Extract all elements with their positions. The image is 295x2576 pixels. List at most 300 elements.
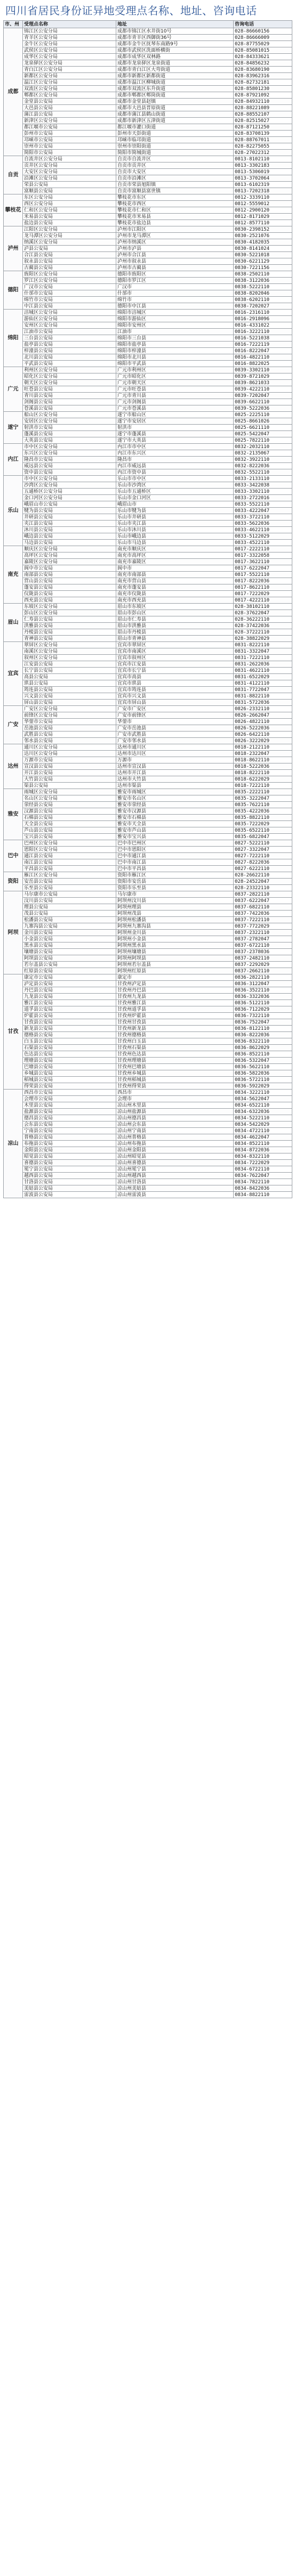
phone-cell: 0836-5622110 <box>234 1064 292 1070</box>
table-row <box>4 214 292 220</box>
phone-cell: 0837-2822110 <box>234 891 292 898</box>
phone-cell: 0832-8222036 <box>234 463 292 469</box>
address-cell: 雅安市名山区 <box>116 795 234 802</box>
phone-cell: 0839-8621033 <box>234 380 292 386</box>
address-cell: 攀枝花市西区 <box>116 201 234 207</box>
address-cell: 内江市威远县 <box>116 463 234 469</box>
phone-cell: 028-36222110 <box>234 616 292 623</box>
address-cell: 南充市西充县 <box>116 597 234 604</box>
office-name-cell: 龙泉驿区公安分局 <box>23 60 116 67</box>
office-name-cell: 威远县公安局 <box>23 463 116 469</box>
phone-cell: 0839-8721029 <box>234 373 292 380</box>
table-row <box>4 124 292 131</box>
table-row <box>4 1109 292 1115</box>
address-cell: 内江市市中区 <box>116 444 234 450</box>
address-cell: 资阳市乐至县 <box>116 885 234 891</box>
table-row <box>4 501 292 508</box>
office-name-cell: 剑阁县公安局 <box>23 399 116 405</box>
phone-cell: 0839-7202047 <box>234 393 292 399</box>
office-name-cell: 青羊区公安分局 <box>23 35 116 41</box>
office-name-cell: 沐川县公安局 <box>23 527 116 533</box>
office-name-cell: 安居区公安分局 <box>23 418 116 425</box>
office-name-cell: 合江县公安局 <box>23 252 116 258</box>
phone-cell: 0834-8722036 <box>234 1147 292 1153</box>
office-name-cell: 汉源县公安局 <box>23 808 116 815</box>
phone-cell: 0833-5122029 <box>234 533 292 540</box>
office-name-cell: 甘洛县公安局 <box>23 1179 116 1185</box>
table-row <box>4 162 292 169</box>
table-row <box>4 469 292 476</box>
office-name-cell: 资中县公安局 <box>23 469 116 476</box>
table-row <box>4 789 292 795</box>
phone-cell: 0830-5221018 <box>234 252 292 258</box>
office-name-cell: 红原县公安局 <box>23 968 116 974</box>
table-row <box>4 866 292 872</box>
table-row <box>4 437 292 444</box>
address-cell: 成都市温江区柳城街道 <box>116 79 234 86</box>
phone-cell: 028-82515027 <box>234 118 292 124</box>
office-name-cell: 盐亭县公安局 <box>23 342 116 348</box>
phone-cell: 0818-2322047 <box>234 751 292 757</box>
phone-cell: 0817-7222029 <box>234 591 292 597</box>
phone-cell: 028-88221089 <box>234 105 292 111</box>
office-name-cell: 顺庆区公安分局 <box>23 546 116 552</box>
address-cell: 绵阳市安州区 <box>116 322 234 329</box>
address-cell: 凉山州金阳县 <box>116 1147 234 1153</box>
table-row <box>4 393 292 399</box>
table-row <box>4 156 292 162</box>
phone-cell: 0830-4182035 <box>234 239 292 246</box>
table-row <box>4 207 292 214</box>
office-name-cell: 康定市公安局 <box>23 974 116 981</box>
address-cell: 乐山市峨边县 <box>116 533 234 540</box>
table-row <box>4 732 292 738</box>
office-name-cell: 木里县公安局 <box>23 1102 116 1109</box>
table-row <box>4 489 292 495</box>
office-name-cell: 荥经县公安局 <box>23 802 116 808</box>
table-row <box>4 1153 292 1160</box>
phone-cell: 0818-7222110 <box>234 783 292 789</box>
office-name-cell: 阿坝县公安局 <box>23 955 116 962</box>
office-name-cell: 越西县公安局 <box>23 1173 116 1179</box>
office-name-cell: 德格县公安局 <box>23 1032 116 1038</box>
address-cell: 达州市达川区 <box>116 751 234 757</box>
table-row <box>4 60 292 67</box>
table-row <box>4 591 292 597</box>
table-row <box>4 310 292 316</box>
address-cell: 彭州市天彭街道 <box>116 131 234 137</box>
phone-cell: 0835-7222029 <box>234 821 292 827</box>
phone-cell: 0834-7622047 <box>234 1173 292 1179</box>
office-name-cell: 小金县公安局 <box>23 936 116 942</box>
table-row <box>4 1179 292 1185</box>
address-cell: 成都市新津区五津街道 <box>116 118 234 124</box>
address-cell: 甘孜州道孚县 <box>116 1006 234 1013</box>
office-name-cell: 温江区公安分局 <box>23 79 116 86</box>
table-row <box>4 847 292 853</box>
office-name-cell: 江阳区公安分局 <box>23 226 116 233</box>
phone-cell: 0839-6622110 <box>234 399 292 405</box>
address-cell: 达州市宣汉县 <box>116 763 234 770</box>
office-name-cell: 叙州区公安分局 <box>23 655 116 661</box>
table-row <box>4 342 292 348</box>
table-row <box>4 41 292 47</box>
office-name-cell: 南江县公安局 <box>23 859 116 866</box>
phone-cell: 0834-8522110 <box>234 1141 292 1147</box>
office-name-cell: 渠县公安局 <box>23 783 116 789</box>
phone-cell: 0834-4722110 <box>234 1128 292 1134</box>
table-row <box>4 457 292 463</box>
phone-cell: 028-85801230 <box>234 86 292 92</box>
address-cell: 成都市青羊区西御街36号 <box>116 35 234 41</box>
table-row <box>4 680 292 687</box>
address-cell: 成都市成华区双林路 <box>116 54 234 60</box>
office-name-cell: 得荣县公安局 <box>23 1083 116 1090</box>
office-name-cell: 前锋区公安分局 <box>23 712 116 719</box>
office-name-cell: 白玉县公安局 <box>23 1038 116 1045</box>
phone-cell: 0832-2135067 <box>234 450 292 457</box>
address-cell: 阿坝州汶川县 <box>116 898 234 904</box>
address-cell: 眉山市仁寿县 <box>116 616 234 623</box>
address-cell: 凉山州德昌县 <box>116 1115 234 1122</box>
table-row <box>4 546 292 552</box>
address-cell: 西昌市 <box>116 1090 234 1096</box>
office-name-cell: 岳池县公安局 <box>23 725 116 732</box>
table-row <box>4 687 292 693</box>
phone-cell: 0816-4331022 <box>234 322 292 329</box>
city-cell: 宜宾 <box>4 642 23 706</box>
phone-cell: 028-38822029 <box>234 636 292 642</box>
phone-cell: 028-26622110 <box>234 872 292 879</box>
table-row <box>4 763 292 770</box>
table-row <box>4 169 292 175</box>
address-cell: 江油市 <box>116 329 234 335</box>
office-name-cell: 会理市公安局 <box>23 1096 116 1102</box>
office-name-cell: 炉霍县公安局 <box>23 1013 116 1019</box>
office-name-cell: 广汉市公安局 <box>23 284 116 290</box>
office-name-cell: 达川区公安分局 <box>23 751 116 757</box>
office-name-cell: 石渠县公安局 <box>23 1045 116 1051</box>
phone-cell: 0835-2222110 <box>234 789 292 795</box>
table-row <box>4 1058 292 1064</box>
address-cell: 自贡市自流井区 <box>116 156 234 162</box>
table-row <box>4 578 292 584</box>
office-name-cell: 甘孜县公安局 <box>23 1019 116 1026</box>
table-row <box>4 1038 292 1045</box>
phone-cell: 0838-8202046 <box>234 290 292 297</box>
table-row <box>4 776 292 783</box>
table-row <box>4 67 292 73</box>
table-row <box>4 226 292 233</box>
address-cell: 南充市蓬安县 <box>116 584 234 591</box>
office-name-cell: 青川县公安局 <box>23 393 116 399</box>
office-name-cell: 金堂县公安局 <box>23 99 116 105</box>
address-cell: 巴中市南江县 <box>116 859 234 866</box>
phone-cell: 0816-5221038 <box>234 335 292 342</box>
table-row <box>4 367 292 373</box>
table-row <box>4 821 292 827</box>
office-name-cell: 彭州市公安局 <box>23 131 116 137</box>
office-name-cell: 绵竹市公安局 <box>23 297 116 303</box>
address-cell: 自贡市荣县旭阳镇 <box>116 182 234 188</box>
table-row <box>4 495 292 501</box>
phone-cell: 0825-6621110 <box>234 425 292 431</box>
city-cell: 攀枝花 <box>4 194 23 226</box>
office-name-cell: 安州区公安分局 <box>23 322 116 329</box>
address-cell: 资阳市安岳县 <box>116 879 234 885</box>
address-cell: 崇州市崇阳街道 <box>116 143 234 150</box>
phone-cell: 0836-8222036 <box>234 1032 292 1038</box>
address-cell: 阿坝州茂县 <box>116 911 234 917</box>
city-cell: 达州 <box>4 744 23 789</box>
address-cell: 遂宁市船山区 <box>116 412 234 418</box>
phone-cell: 028-87755029 <box>234 41 292 47</box>
table-row <box>4 1026 292 1032</box>
city-cell: 巴中 <box>4 840 23 872</box>
phone-cell: 028-83962316 <box>234 73 292 79</box>
phone-cell: 028-86660156 <box>234 28 292 35</box>
table-row <box>4 412 292 418</box>
address-cell: 甘孜州得荣县 <box>116 1083 234 1090</box>
table-row <box>4 361 292 367</box>
address-cell: 眉山市洪雅县 <box>116 623 234 629</box>
table-row <box>4 770 292 776</box>
phone-cell: 0832-3922110 <box>234 457 292 463</box>
phone-cell: 0836-8322110 <box>234 1038 292 1045</box>
office-name-cell: 武胜县公安局 <box>23 732 116 738</box>
address-cell: 凉山州昭觉县 <box>116 1153 234 1160</box>
table-row <box>4 463 292 469</box>
office-name-cell: 三台县公安局 <box>23 335 116 342</box>
table-row <box>4 265 292 271</box>
office-name-cell: 芦山县公安局 <box>23 827 116 834</box>
phone-cell: 028-37222110 <box>234 629 292 636</box>
phone-cell: 028-84333621 <box>234 54 292 60</box>
header-phone: 咨询电话 <box>234 21 292 28</box>
table-row <box>4 73 292 79</box>
office-name-cell: 犍为县公安局 <box>23 508 116 514</box>
phone-cell: 0836-5822036 <box>234 1070 292 1077</box>
office-name-cell: 松潘县公安局 <box>23 917 116 923</box>
address-cell: 成都市郫都区郫筒街道 <box>116 92 234 99</box>
phone-cell: 0830-6221129 <box>234 258 292 265</box>
phone-cell: 0834-6322036 <box>234 1109 292 1115</box>
address-cell: 乐山市沐川县 <box>116 527 234 533</box>
phone-cell: 0837-6222047 <box>234 898 292 904</box>
phone-cell: 0817-3322058 <box>234 552 292 559</box>
office-name-cell: 隆昌市公安局 <box>23 457 116 463</box>
city-cell: 阿坝 <box>4 891 23 974</box>
table-row <box>4 904 292 911</box>
phone-cell: 0827-7222110 <box>234 853 292 859</box>
phone-cell: 0837-2662110 <box>234 968 292 974</box>
office-name-cell: 游仙区公安分局 <box>23 316 116 322</box>
table-row <box>4 604 292 610</box>
office-name-cell: 邛崃市公安局 <box>23 137 116 143</box>
office-name-cell: 米易县公安局 <box>23 214 116 220</box>
table-row <box>4 514 292 521</box>
address-cell: 阿坝州黑水县 <box>116 942 234 949</box>
address-cell: 绵阳市涪城区 <box>116 310 234 316</box>
table-row <box>4 233 292 239</box>
city-cell: 广安 <box>4 706 23 744</box>
phone-cell: 0827-3322047 <box>234 847 292 853</box>
phone-cell: 0837-7722029 <box>234 923 292 930</box>
phone-cell: 0835-6522110 <box>234 827 292 834</box>
office-name-cell: 富顺县公安局 <box>23 188 116 194</box>
phone-cell: 0826-2332110 <box>234 706 292 712</box>
table-row <box>4 623 292 629</box>
address-cell: 成都市新都区新都街道 <box>116 73 234 79</box>
table-row <box>4 1166 292 1173</box>
address-cell: 成都市金牛区抚琴东南路9号 <box>116 41 234 47</box>
address-cell: 康定市 <box>116 974 234 981</box>
office-name-cell: 昭觉县公安局 <box>23 1153 116 1160</box>
phone-cell: 0837-7422036 <box>234 911 292 917</box>
table-row <box>4 1141 292 1147</box>
phone-cell: 028-37422036 <box>234 623 292 629</box>
address-cell: 宜宾市珙县 <box>116 680 234 687</box>
city-cell: 南充 <box>4 546 23 604</box>
office-name-cell: 涪城区公安分局 <box>23 310 116 316</box>
address-cell: 广安市广安区 <box>116 706 234 712</box>
table-row <box>4 949 292 955</box>
office-name-cell: 沙湾区公安分局 <box>23 482 116 489</box>
table-row <box>4 329 292 335</box>
address-cell: 宜宾市高县 <box>116 674 234 680</box>
office-name-cell: 仪陇县公安局 <box>23 591 116 597</box>
address-cell: 宜宾市南溪区 <box>116 648 234 655</box>
phone-cell: 0831-2622036 <box>234 661 292 668</box>
table-row <box>4 712 292 719</box>
table-row <box>4 399 292 405</box>
document-title: 四川省居民身份证异地受理点名称、地址、咨询电话 <box>5 4 257 17</box>
address-cell: 马尔康市 <box>116 891 234 898</box>
phone-cell: 028-82732181 <box>234 79 292 86</box>
office-name-cell: 什邡市公安局 <box>23 290 116 297</box>
table-row <box>4 425 292 431</box>
phone-cell: 0836-8522110 <box>234 1051 292 1058</box>
address-cell: 宜宾市叙州区 <box>116 655 234 661</box>
office-name-cell: 双流区公安分局 <box>23 86 116 92</box>
city-cell: 德阳 <box>4 271 23 310</box>
address-cell: 甘孜州泸定县 <box>116 981 234 987</box>
phone-cell: 0830-2398152 <box>234 226 292 233</box>
address-cell: 巴中市通江县 <box>116 853 234 859</box>
address-cell: 攀枝花市东区 <box>116 194 234 201</box>
address-cell: 绵阳市盐亭县 <box>116 342 234 348</box>
phone-cell: 0836-3522110 <box>234 987 292 994</box>
address-cell: 泸州市古蔺县 <box>116 265 234 271</box>
office-name-cell: 金川县公安局 <box>23 930 116 936</box>
table-row <box>4 968 292 974</box>
phone-cell: 0831-5722036 <box>234 700 292 706</box>
office-name-cell: 罗江区公安分局 <box>23 278 116 284</box>
address-cell: 绵阳市三台县 <box>116 335 234 342</box>
phone-cell: 0835-8822110 <box>234 815 292 821</box>
table-row <box>4 1070 292 1077</box>
table-row <box>4 99 292 105</box>
address-cell: 广元市利州区 <box>116 367 234 373</box>
address-cell: 宜宾市长宁县 <box>116 668 234 674</box>
office-name-cell: 射洪市公安局 <box>23 425 116 431</box>
address-cell: 南充市仪陇县 <box>116 591 234 597</box>
office-name-cell: 贡井区公安分局 <box>23 162 116 169</box>
phone-cell: 0831-7222110 <box>234 655 292 661</box>
address-cell: 眉山市东坡区 <box>116 604 234 610</box>
table-row <box>4 111 292 118</box>
table-row <box>4 1013 292 1019</box>
table-row <box>4 405 292 412</box>
phone-cell: 0838-7202027 <box>234 303 292 310</box>
phone-cell: 0818-8222110 <box>234 770 292 776</box>
office-name-cell: 宝兴县公安局 <box>23 834 116 840</box>
phone-cell: 0818-6222029 <box>234 776 292 783</box>
table-row <box>4 271 292 278</box>
table-row <box>4 795 292 802</box>
address-cell: 隆昌市 <box>116 457 234 463</box>
phone-cell: 0834-5222110 <box>234 1115 292 1122</box>
table-row <box>4 661 292 668</box>
table-body <box>4 28 292 1198</box>
office-name-cell: 马边县公安局 <box>23 540 116 546</box>
table-row <box>4 284 292 290</box>
address-cell: 雅安市宝兴县 <box>116 834 234 840</box>
table-row <box>4 47 292 54</box>
office-name-cell: 丹棱县公安局 <box>23 629 116 636</box>
table-row <box>4 616 292 623</box>
office-name-cell: 龙马潭区公安分局 <box>23 233 116 239</box>
office-name-cell: 大邑县公安局 <box>23 105 116 111</box>
address-cell: 甘孜州九龙县 <box>116 994 234 1000</box>
table-row <box>4 1096 292 1102</box>
city-cell: 绵阳 <box>4 310 23 367</box>
address-cell: 乐山市井研县 <box>116 514 234 521</box>
office-name-cell: 平昌县公安局 <box>23 866 116 872</box>
phone-cell: 0825-2225110 <box>234 412 292 418</box>
phone-cell: 0816-8222047 <box>234 348 292 354</box>
address-cell: 凉山州美姑县 <box>116 1185 234 1192</box>
phone-cell: 0825-7822110 <box>234 437 292 444</box>
table-row <box>4 1122 292 1128</box>
phone-cell: 028-24522047 <box>234 879 292 885</box>
address-cell: 宜宾市江安县 <box>116 661 234 668</box>
phone-cell: 0834-8322110 <box>234 1153 292 1160</box>
office-name-cell: 乡城县公安局 <box>23 1070 116 1077</box>
office-name-cell: 新龙县公安局 <box>23 1026 116 1032</box>
phone-cell: 0836-7522047 <box>234 1019 292 1026</box>
registration-table <box>3 20 292 1198</box>
phone-cell: 0816-7222119 <box>234 342 292 348</box>
phone-cell: 0832-5522110 <box>234 469 292 476</box>
table-row <box>4 930 292 936</box>
address-cell: 成都市青白江区大弯街道 <box>116 67 234 73</box>
phone-cell: 0834-3222110 <box>234 1090 292 1096</box>
phone-cell: 0836-2822110 <box>234 974 292 981</box>
office-name-cell: 东兴区公安分局 <box>23 450 116 457</box>
office-name-cell: 汶川县公安局 <box>23 898 116 904</box>
phone-cell: 0832-2032110 <box>234 444 292 450</box>
office-name-cell: 江油市公安局 <box>23 329 116 335</box>
table-row <box>4 636 292 642</box>
office-name-cell: 西区公安分局 <box>23 201 116 207</box>
city-cell: 内江 <box>4 444 23 476</box>
table-row <box>4 540 292 546</box>
office-name-cell: 阆中市公安局 <box>23 565 116 572</box>
phone-cell: 0831-6522029 <box>234 674 292 680</box>
address-cell: 自贡市富顺县富世镇 <box>116 188 234 194</box>
phone-cell: 0826-2662047 <box>234 712 292 719</box>
